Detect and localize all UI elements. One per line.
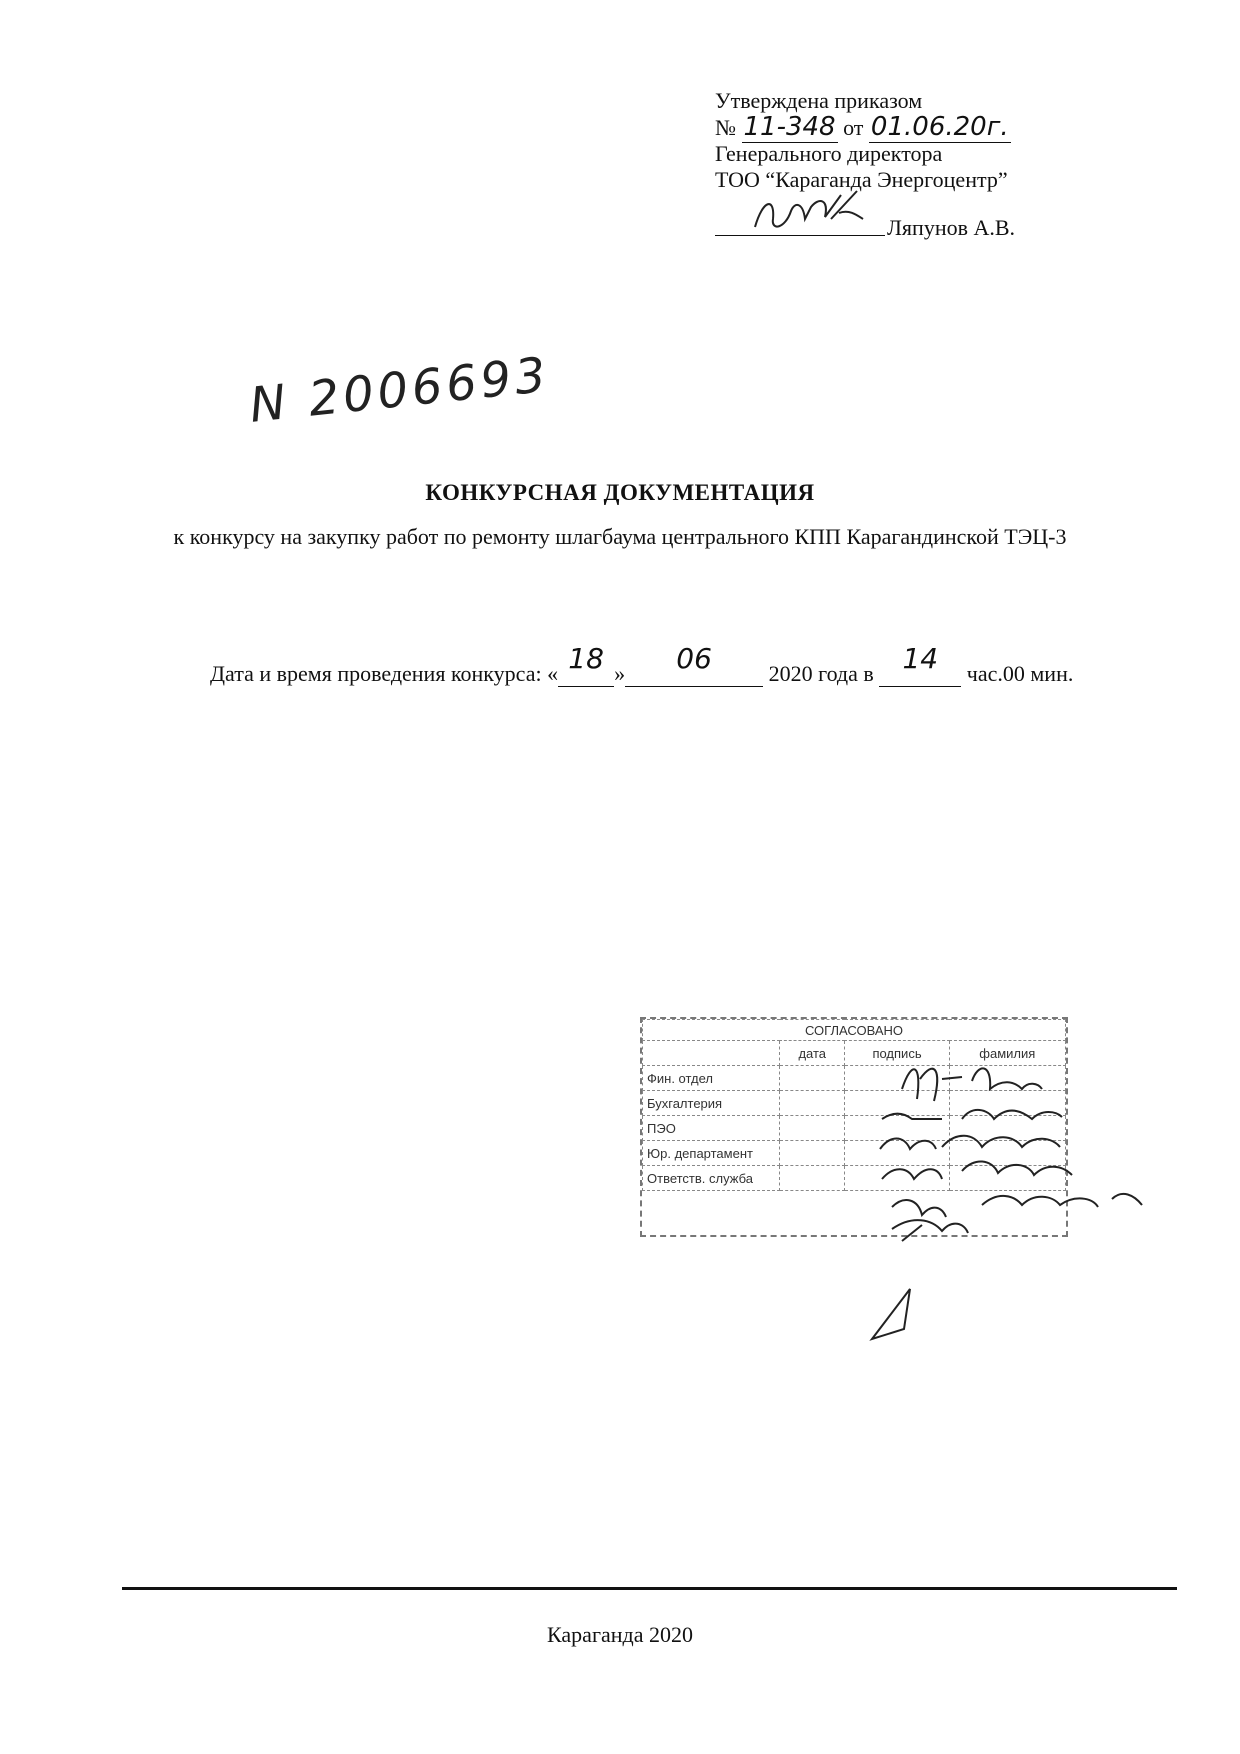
tender-hour: 14 bbox=[902, 642, 939, 675]
tender-day: 18 bbox=[568, 642, 604, 675]
stamp-row-label: Юр. департамент bbox=[643, 1141, 780, 1166]
director-sign-row bbox=[715, 199, 1035, 245]
stamp-col-signature: подпись bbox=[845, 1041, 949, 1066]
close-quote: » bbox=[614, 661, 626, 686]
approvals-table bbox=[642, 1019, 1066, 1191]
table-row bbox=[643, 1116, 1066, 1141]
tender-month-field bbox=[625, 642, 763, 687]
table-row bbox=[643, 1066, 1066, 1091]
tender-month: 06 bbox=[676, 642, 712, 675]
approval-order-line bbox=[715, 114, 1035, 141]
signature-line bbox=[715, 235, 885, 236]
footer-divider bbox=[122, 1587, 1177, 1590]
approval-line-3: Генерального директора bbox=[715, 141, 943, 166]
table-row bbox=[643, 1141, 1066, 1166]
stamp-row-label: Фин. отдел bbox=[643, 1066, 780, 1091]
tender-hour-field bbox=[879, 642, 961, 687]
stamp-row-label: Бухгалтерия bbox=[643, 1091, 780, 1116]
tender-time-suffix: час.00 мин. bbox=[966, 661, 1074, 686]
tender-year-text: 2020 года в bbox=[768, 661, 874, 686]
document-subtitle: к конкурсу на закупку работ по ремонту шлагбаума центрального КПП Карагандинской ТЭЦ-3 bbox=[173, 524, 1067, 549]
stamp-title: СОГЛАСОВАНО bbox=[643, 1020, 1066, 1041]
stamp-header-empty bbox=[643, 1041, 780, 1066]
order-number-prefix: № bbox=[715, 115, 736, 140]
table-row bbox=[643, 1091, 1066, 1116]
approval-line-4: ТОО “Караганда Энергоцентр” bbox=[715, 167, 1008, 192]
approval-line-1: Утверждена приказом bbox=[715, 88, 923, 113]
approvals-stamp bbox=[640, 1017, 1068, 1237]
approval-block bbox=[715, 88, 1035, 245]
order-date: 01.06.20г. bbox=[870, 112, 1009, 142]
stamp-row-label: Ответств. служба bbox=[643, 1166, 780, 1191]
open-quote: « bbox=[547, 661, 559, 686]
table-row bbox=[643, 1166, 1066, 1191]
footer-city-year: Караганда 2020 bbox=[547, 1622, 693, 1647]
tender-day-field bbox=[558, 642, 614, 687]
handwritten-doc-number: N 2006693 bbox=[247, 346, 553, 434]
tender-label: Дата и время проведения конкурса: bbox=[210, 661, 542, 686]
order-number: 11-348 bbox=[743, 112, 836, 142]
director-signature bbox=[745, 189, 895, 239]
stamp-row-label: ПЭО bbox=[643, 1116, 780, 1141]
signer-name: Ляпунов А.В. bbox=[887, 215, 1016, 240]
stamp-col-date: дата bbox=[780, 1041, 845, 1066]
order-date-prefix: от bbox=[843, 115, 864, 140]
tender-datetime-row bbox=[210, 642, 1074, 687]
stamp-col-surname: фамилия bbox=[949, 1041, 1065, 1066]
document-title: КОНКУРСНАЯ ДОКУМЕНТАЦИЯ bbox=[425, 480, 815, 505]
